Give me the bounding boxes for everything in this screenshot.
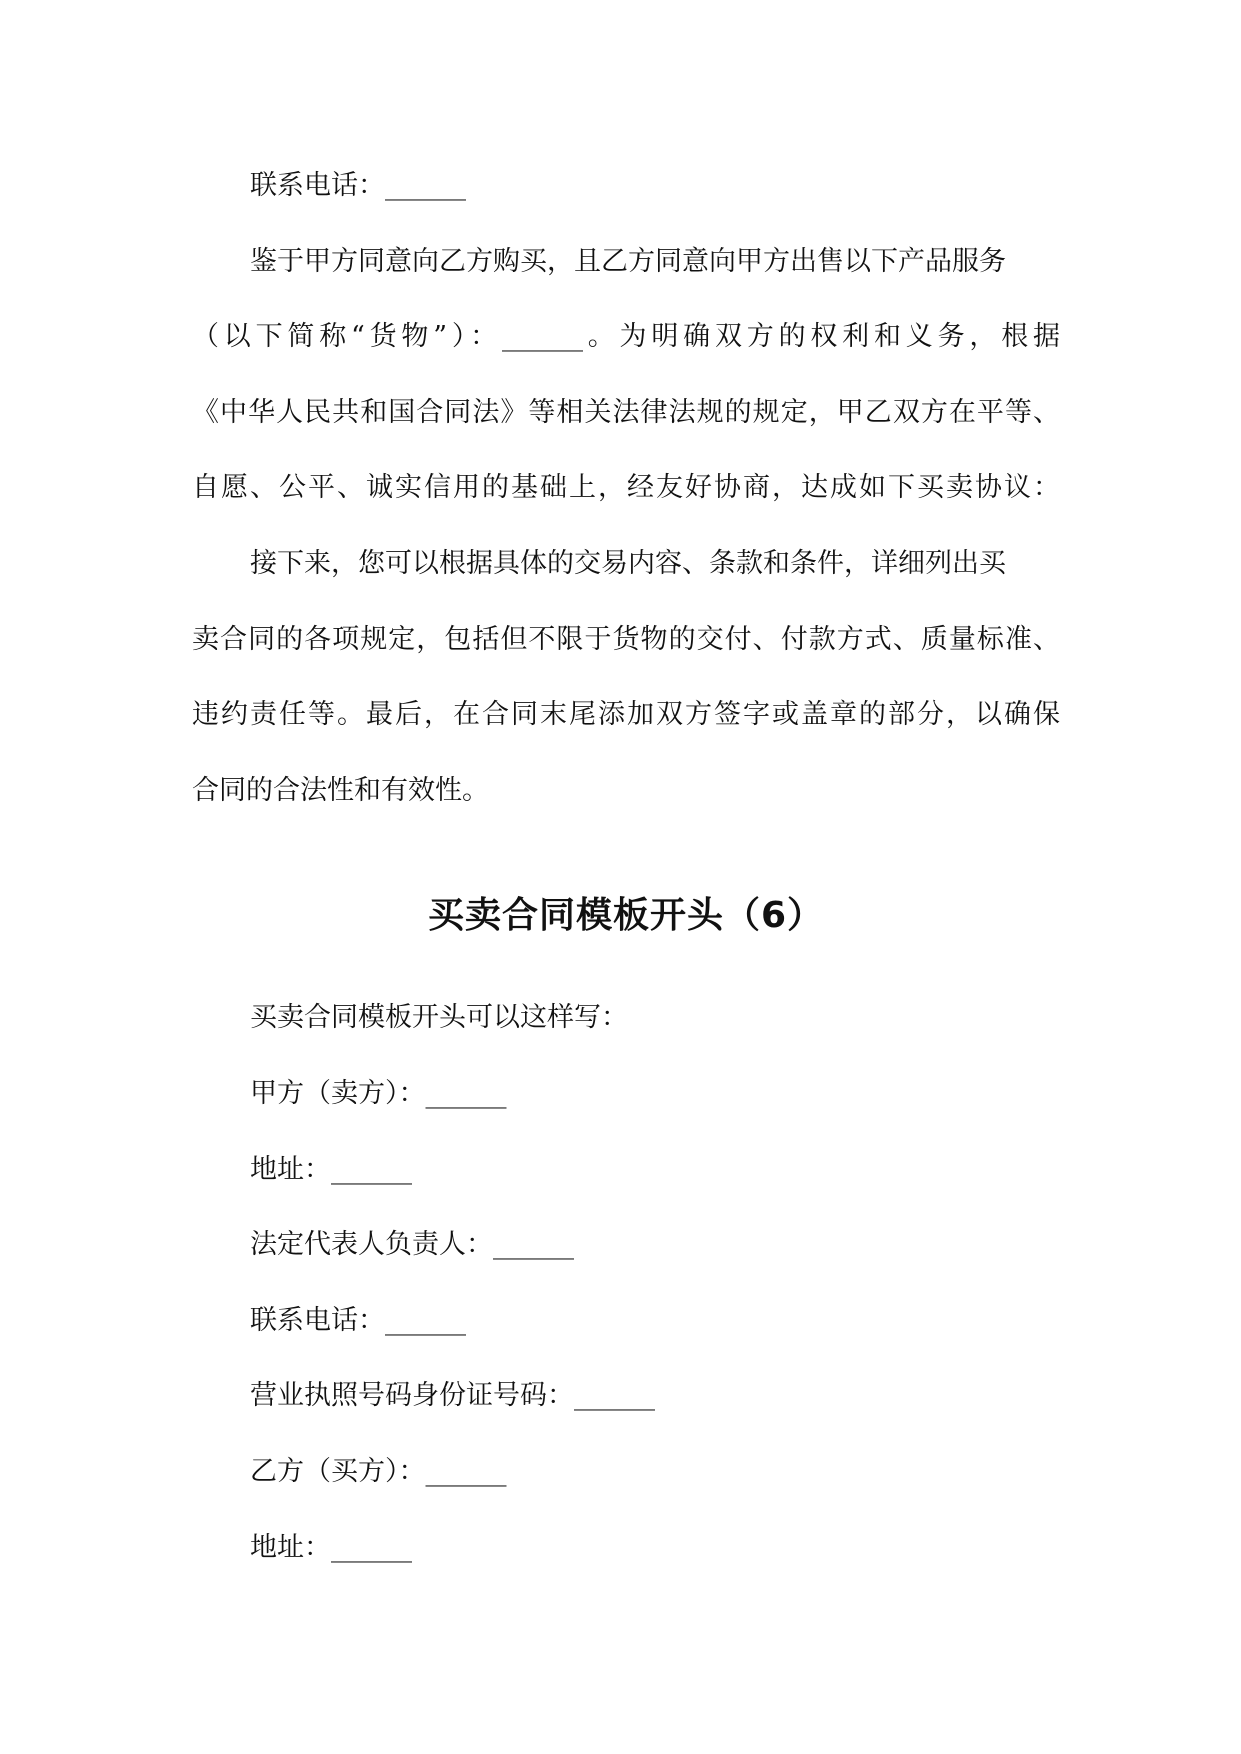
field-address: 地址：______ xyxy=(250,1153,412,1185)
paragraph-line: （以下简称“货物”）：______。为明确双方的权利和义务，根据 xyxy=(192,321,1060,353)
paragraph-line: 违约责任等。最后，在合同末尾添加双方签字或盖章的部分，以确保 xyxy=(192,699,1060,731)
paragraph-line: 卖合同的各项规定，包括但不限于货物的交付、付款方式、质量标准、 xyxy=(192,623,1060,655)
paragraph-line: 《中华人民共和国合同法》等相关法律法规的规定，甲乙双方在平等、 xyxy=(192,396,1060,428)
section-title: 买卖合同模板开头（6） xyxy=(427,895,825,937)
paragraph-line: 合同的合法性和有效性。 xyxy=(192,774,489,806)
paragraph-line: 自愿、公平、诚实信用的基础上，经友好协商，达成如下买卖协议： xyxy=(192,472,1060,504)
field-legal-representative: 法定代表人负责人：______ xyxy=(250,1229,574,1261)
document-content xyxy=(192,148,1060,1585)
contact-phone-line: 联系电话：______ xyxy=(250,170,466,201)
field-license-id-number: 营业执照号码身份证号码：______ xyxy=(250,1380,655,1412)
field-buyer: 乙方（买方）：______ xyxy=(250,1455,507,1487)
intro-line: 买卖合同模板开头可以这样写： xyxy=(250,1002,628,1034)
field-seller: 甲方（卖方）：______ xyxy=(250,1077,507,1109)
field-contact-phone: 联系电话：______ xyxy=(250,1304,466,1336)
paragraph-next-steps xyxy=(192,526,1060,828)
paragraph-line: 接下来，您可以根据具体的交易内容、条款和条件，详细列出买 xyxy=(250,547,1006,579)
field-address: 地址：______ xyxy=(250,1531,412,1563)
paragraph-line: 鉴于甲方同意向乙方购买，且乙方同意向甲方出售以下产品服务 xyxy=(250,245,1006,277)
paragraph-purchase-intent xyxy=(192,224,1060,526)
